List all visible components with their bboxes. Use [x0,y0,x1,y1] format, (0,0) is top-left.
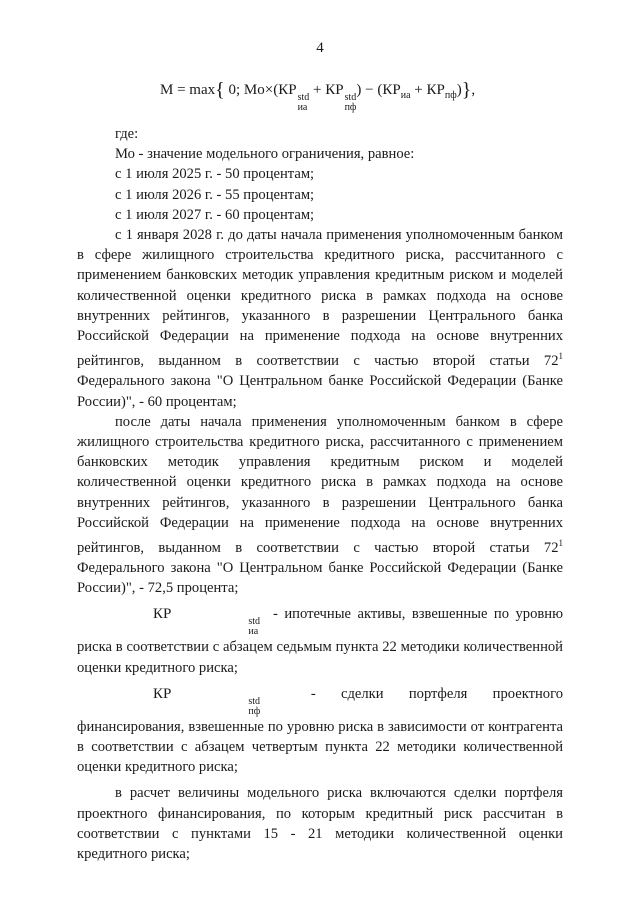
kr-ia-definition: КР std иа - ипотечные активы, взвешенные по уровню риска в соответствии с абзацем седьмым пункта 22 методики количественной оценки кредитного риска; [77,606,563,676]
formula-times: × [264,82,274,98]
formula-kr-pf-std: КР std пф [325,82,357,113]
mo-definition: Мо - значение модельного ограничения, равное: [115,146,415,163]
formula-minus: − [365,82,374,98]
formula-kr-ia: $КР_{иа}$ [382,82,411,101]
formula-zero-mo: 0; Mo [228,82,265,98]
paragraph-model-risk: в расчет величины модельного риска включаются сделки портфеля проектного финансирования, по которым кредитный риск рассчитан в соответствии с пунктами 15 - 21 методики количественной оценки кредитного риска; [77,785,563,863]
kr-ia-symbol: КР std иа [153,606,261,638]
model-limit-formula: M = max{ 0; Mo×(КР std иа + КР std пф ) − $(КР_{иа} + КР_{пф})$}, [160,79,476,113]
line-2027: с 1 июля 2027 г. - 60 процентам; [115,206,315,223]
formula-close-brace: } [461,79,472,101]
formula-lhs: M = max [160,82,216,98]
page-number: 4 [316,40,324,56]
paragraph-2028: с 1 января 2028 г. до даты начала применения уполномоченным банком в сфере жилищного строительства кредитного риска, рассчитанного с применением банковских методик управления кредитным риском и моделей количественной оценки кредитного риска в рамках подхода на основе внутренних рейтингов, указанного в разрешении Центрального банка Российской Федерации на применение подхода на основе внутренних рейтингов, выданном в соответствии с частью второй статьи $72^1$ Федерального закона "О Центральном банке Российской Федерации (Банке России)", - 60 процентам; [77,227,563,410]
formula-kr-pf: $КР_{пф}$ [426,82,457,101]
paragraph-after-start: после даты начала применения уполномоченным банком в сфере жилищного строительства кредитного риска, рассчитанного с применением банковских методик управления кредитным риском и моделей количественной оценки кредитного риска в рамках подхода на основе внутренних рейтингов, указанного в разрешении Центрального банка Российской Федерации на применение подхода на основе внутренних рейтингов, выданном в соответствии с частью второй статьи $72^1$ Федерального закона "О Центральном банке Российской Федерации (Банке России)", - 72,5 процента; [77,413,563,597]
kr-pf-definition: КР std пф - сделки портфеля проектного финансирования, взвешенные по уровню риска в зависимости от контрагента в соответствии с абзацем четвертым пункта 22 методики количественной оценки кредитного риска; [77,685,564,776]
formula-kr-ia-std: КР std иа [278,82,310,113]
document-body [77,124,563,864]
formula-open-brace: { [215,79,225,101]
line-2025: с 1 июля 2025 г. - 50 процентам; [115,166,315,183]
kr-pf-symbol: КР std пф [153,685,261,717]
formula-plus: + [313,82,322,98]
where-label: где: [115,126,139,142]
formula-plus-2: + [414,82,423,98]
line-2026: с 1 июля 2026 г. - 55 процентам; [115,186,315,203]
